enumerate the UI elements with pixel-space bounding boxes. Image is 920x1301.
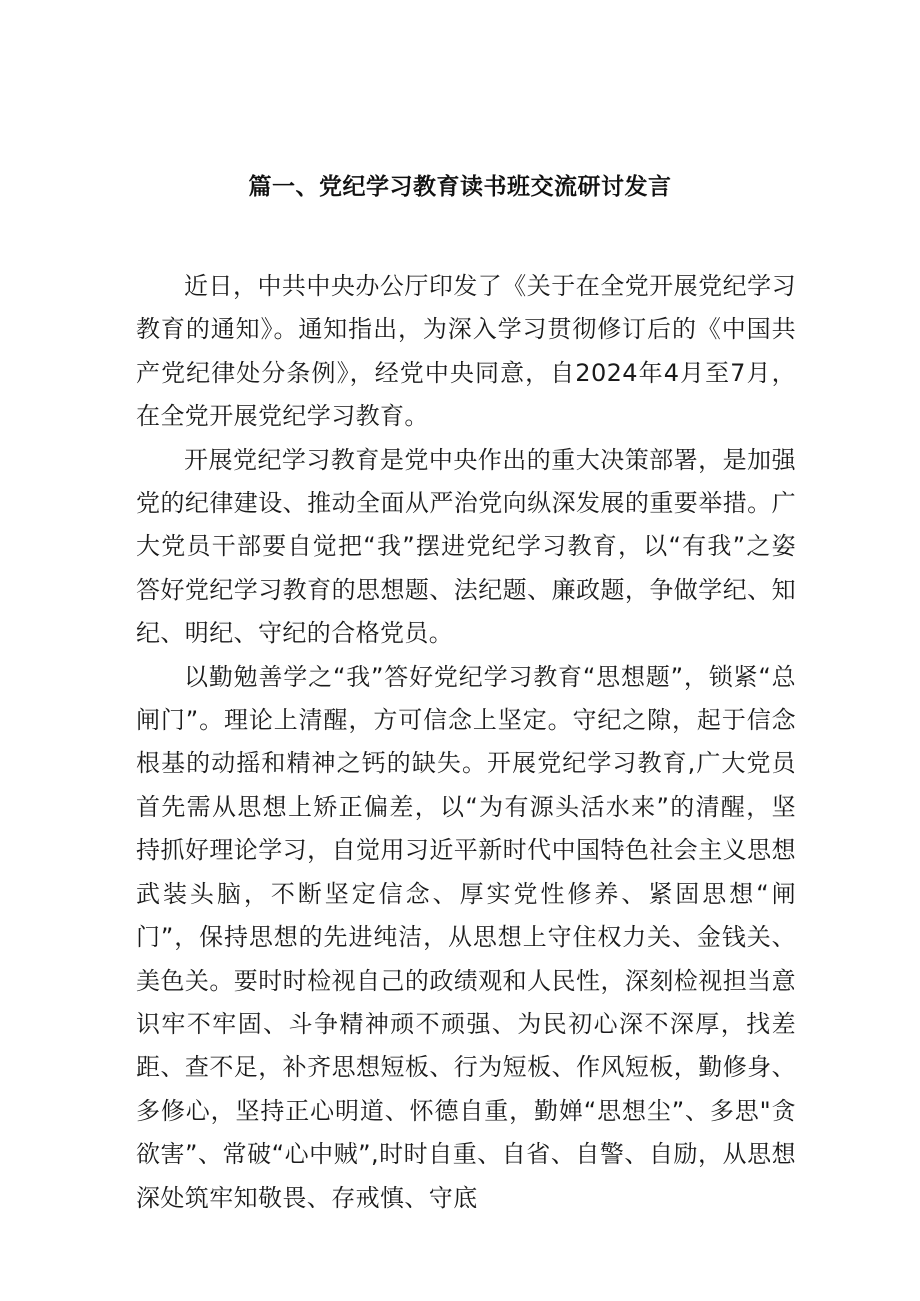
document-title: 篇一、党纪学习教育读书班交流研讨发言 — [248, 174, 672, 200]
paragraph: 近日，中共中央办公厅印发了《关于在全党开展党纪学习教育的通知》。通知指出，为深入学习贯彻修订后的《中国共产党纪律处分条例》，经党中央同意，自2024年4月至7月，在全党开展党纪学习教育。 — [136, 272, 796, 431]
paragraph: 开展党纪学习教育是党中央作出的重大决策部署，是加强党的纪律建设、推动全面从严治党向纵深发展的重要举措。广大党员干部要自觉把“我”摆进党纪学习教育，以“有我”之姿答好党纪学习教育的思想题、法纪题、廉政题，争做学纪、知纪、明纪、守纪的合格党员。 — [136, 445, 796, 648]
document-body — [136, 265, 796, 1220]
paragraph: 以勤勉善学之“我”答好党纪学习教育“思想题”，锁紧“总闸门”。理论上清醒，方可信念上坚定。守纪之隙，起于信念根基的动摇和精神之钙的缺失。开展党纪学习教育,广大党员首先需从思想上矫正偏差，以“为有源头活水来”的清醒，坚持抓好理论学习，自觉用习近平新时代中国特色社会主义思想武装头脑，不断坚定信念、厚实党性修养、紧固思想“闸门”，保持思想的先进纯洁，从思想上守住权力关、金钱关、美色关。要时时检视自己的政绩观和人民性，深刻检视担当意识牢不牢固、斗争精神顽不顽强、为民初心深不深厚，找差距、查不足，补齐思想短板、行为短板、作风短板，勤修身、多修心，坚持正心明道、怀德自重，勤婵“思想尘”、多思"贪欲害”、常破“心中贼”,时时自重、自省、自警、自励，从思想深处筑牢知敬畏、存戒慎、守底 — [136, 662, 796, 1212]
